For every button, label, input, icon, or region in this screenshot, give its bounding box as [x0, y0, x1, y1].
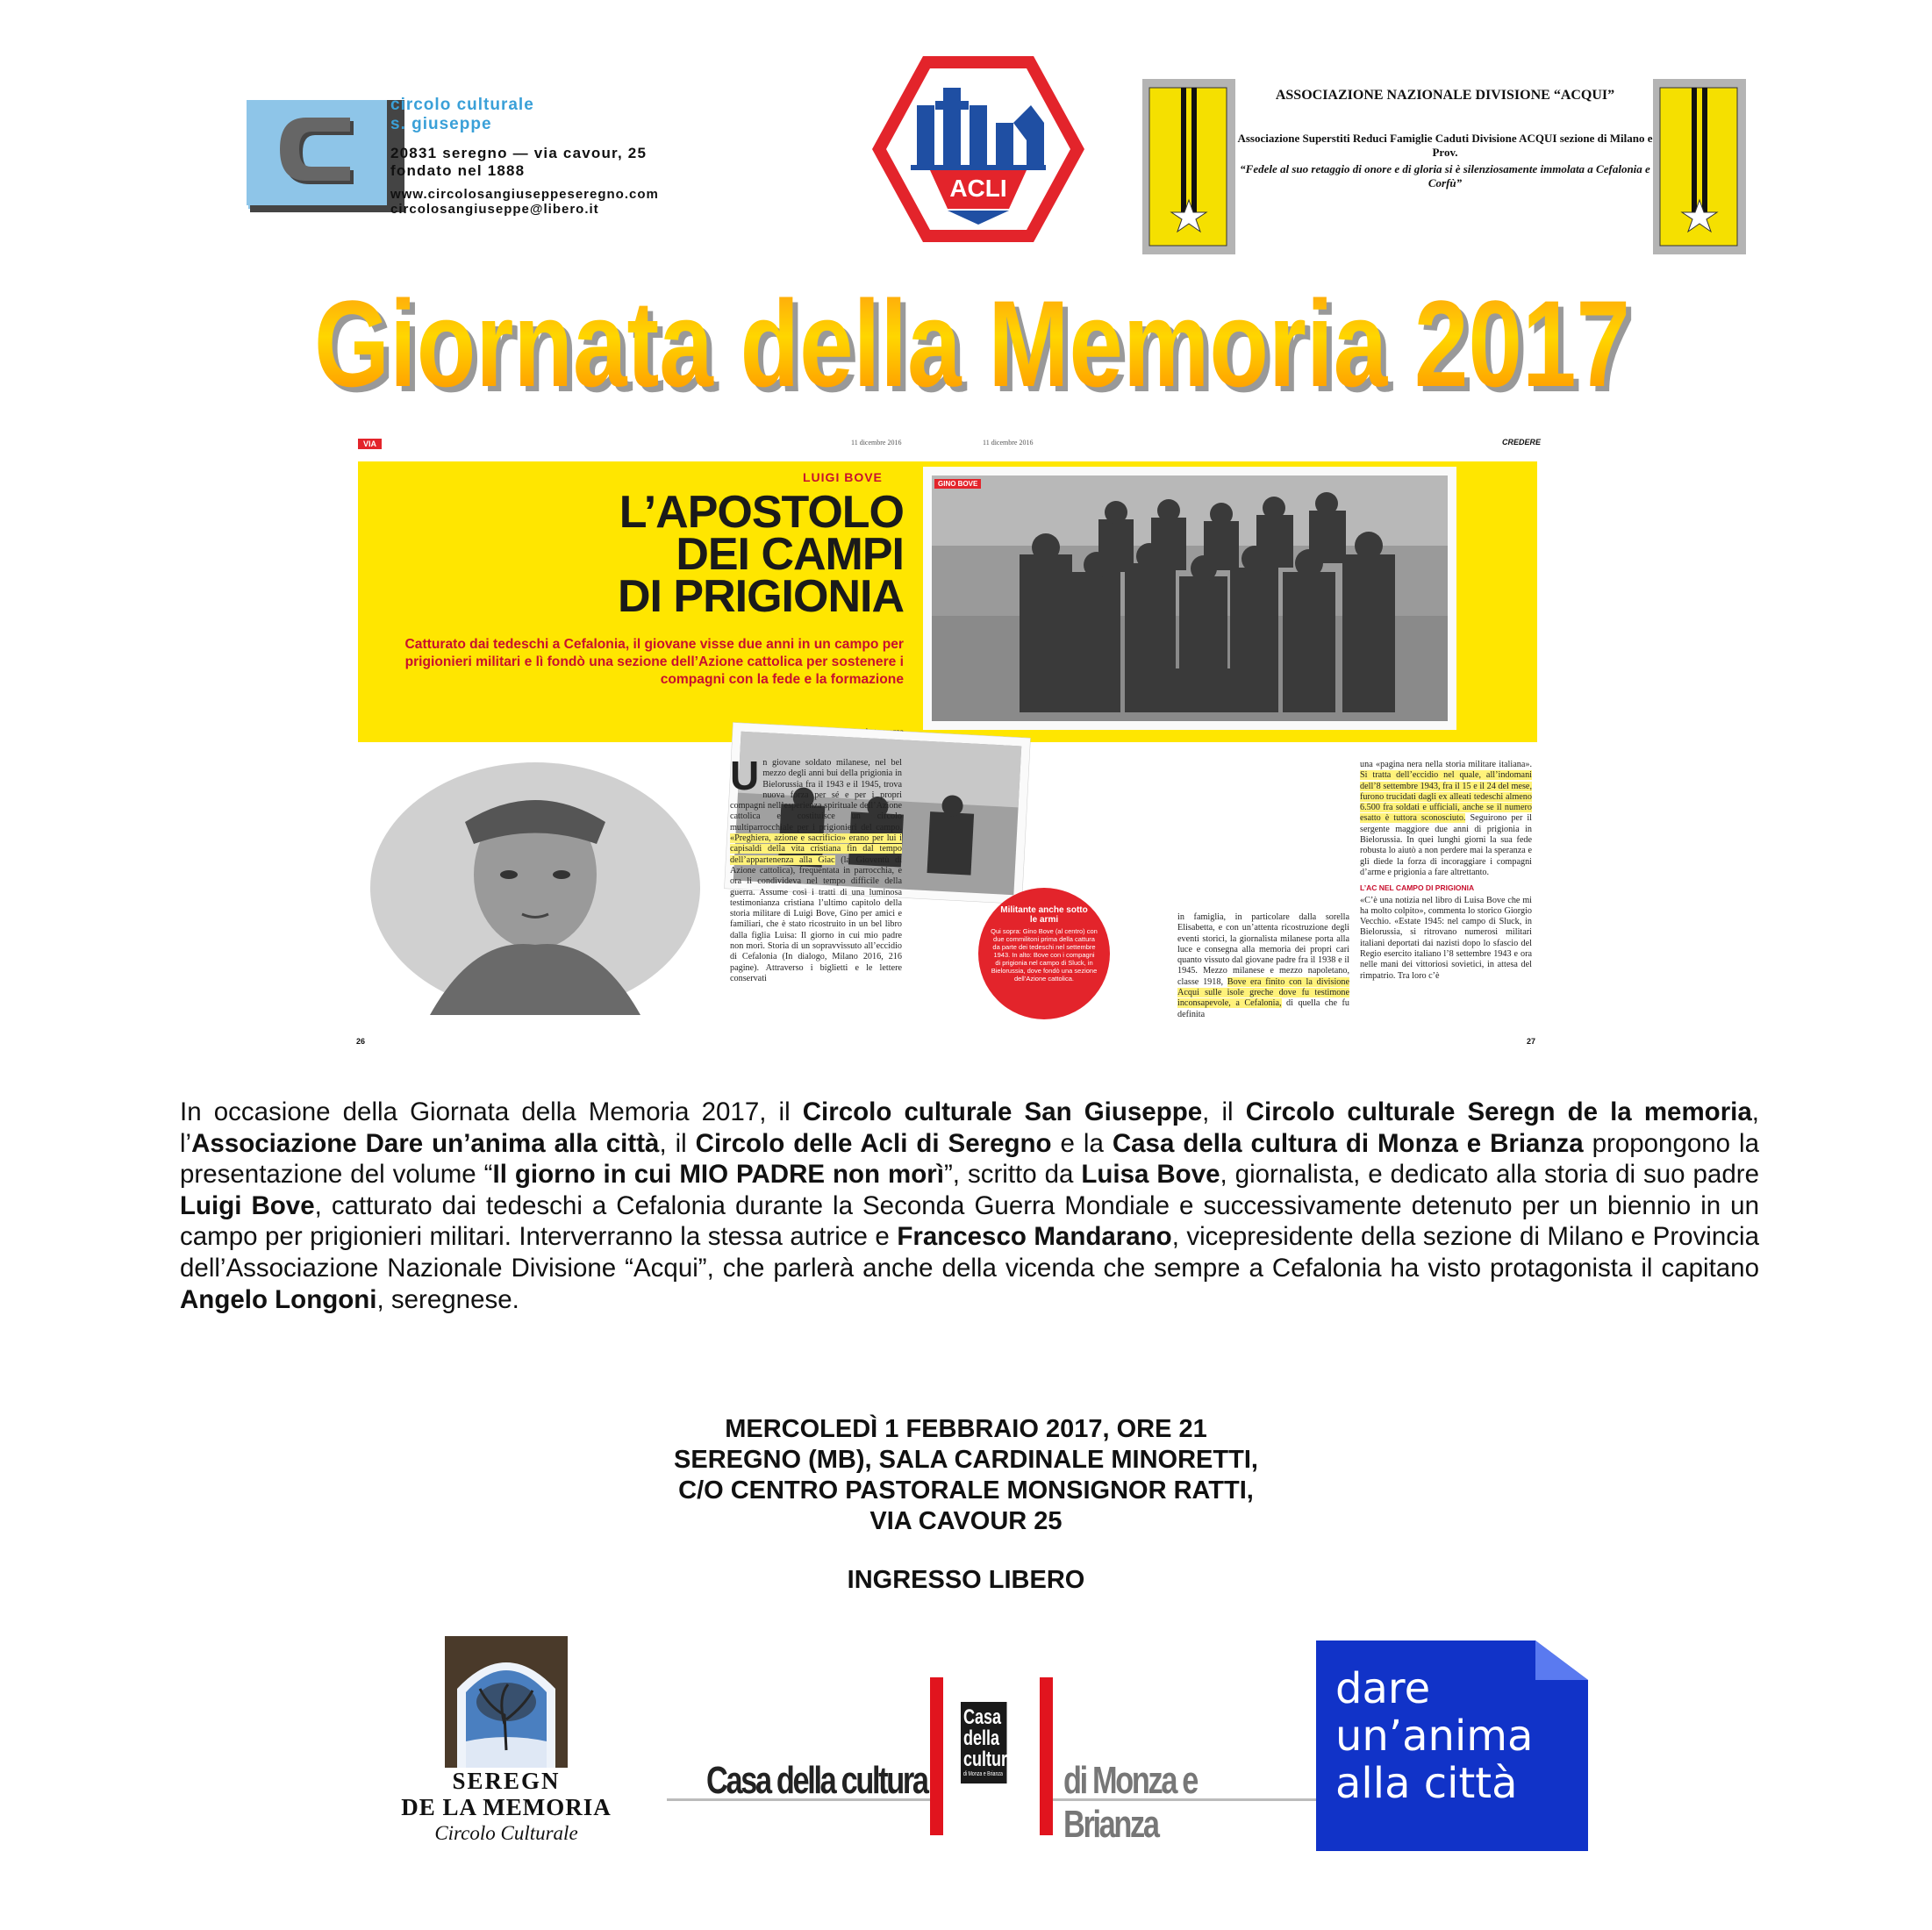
caption-text: Qui sopra: Gino Bove (al centro) con due commilitoni prima della cattura da parte dei tedeschi nel settembre 1943. In alto: Bove con i compagni di prigionia nel campo di Sluck, in Bielorussia, dove fondò una sezione dell’Azione cattolica. [991, 927, 1098, 983]
acqui-title: ASSOCIAZIONE NAZIONALE DIVISIONE “ACQUI” [1275, 88, 1615, 103]
dropcap: U [730, 758, 760, 798]
col2-text-a: in famiglia, in particolare dalla sorella Elisabetta, e con un’attenta ricostruzione degli eventi storici, la giornalista milanese porta alla luce e consegna alla memoria dei propri cari quanto vissuto dal giovane padre fra il 1938 e il 1945. Mezzo milanese e mezzo napoletano, classe 1918, [1177, 912, 1349, 987]
col3-text-a: una «pagina nera nella storia militare italiana». [1360, 760, 1532, 769]
col3-highlight: Si tratta dell’eccidio nel quale, all’indomani dell’8 settembre 1943, fra il 15 e il 24 del mese, furono trucidati dagli ex alleati tedeschi almeno 6.500 fra soldati e ufficiali, anche se il numero esatto è tuttora sconosciuto. [1360, 770, 1532, 824]
circolo-website[interactable]: www.circolosangiuseppeseregno.com [390, 187, 659, 202]
magazine-headline-2: DEI CAMPI [676, 529, 904, 580]
book-title: Il giorno in cui MIO PADRE non morì [492, 1160, 944, 1190]
circolo-name-line1: circolo culturale [390, 96, 534, 114]
acqui-flag-right [1653, 79, 1746, 254]
org-seregn-memoria: Circolo culturale Seregn de la memoria [1245, 1097, 1752, 1126]
group-photo-label: GINO BOVE [934, 479, 981, 489]
col1-text-b: (la Gioventù di Azione cattolica), frequentata in parrocchia, e ora li condivideva nel tempo difficile della guerra. Assume così i tratti di una luminosa testimonianza cristiana l’ultimo capitolo della storia militare di Luigi Bove, Gino per amici e familiari, che è stato ricostruito in un bel libro dalla figlia Luisa: Il giorno in cui mio padre non morì. Storia di un sopravvissuto all’eccidio di Cefalonia (In dialogo, Milano 2016, 216 pagine). Attraverso i biglietti e le lettere conservati [730, 854, 902, 983]
col3-subheading: L’AC NEL CAMPO DI PRIGIONIA [1360, 883, 1475, 893]
magazine-spread [351, 432, 1546, 1054]
main-title [307, 279, 1641, 411]
article-column-2 [1177, 912, 1349, 1018]
circolo-address: 20831 seregno — via cavour, 25 [390, 145, 648, 161]
org-dare-anima: Associazione Dare un’anima alla città [191, 1128, 660, 1158]
dare-anima-logo [1316, 1640, 1588, 1851]
magazine-standfirst: Catturato dai tedeschi a Cefalonia, il giovane visse due anni in un campo per prigionieri militari e lì fondò una sezione dell’Azione cattolica per sostenere i compagni con la fede e la formazione [404, 637, 904, 687]
magazine-right-tag: CREDERE [1502, 438, 1542, 447]
group-photo [923, 467, 1456, 730]
acqui-subtitle: Associazione Superstiti Reduci Famiglie Caduti Divisione ACQUI sezione di Milano e Prov. [1237, 132, 1653, 159]
magazine-left-date: 11 dicembre 2016 [851, 439, 902, 447]
free-entry: INGRESSO LIBERO [847, 1566, 1085, 1594]
seregn-line3: Circolo Culturale [434, 1822, 578, 1844]
article-column-3 [1360, 760, 1532, 1018]
org-circolo-san-giuseppe: Circolo culturale San Giuseppe [802, 1097, 1203, 1126]
casa-right-text: di Monza e Brianza [1063, 1759, 1198, 1846]
captain-name: Angelo Longoni [180, 1284, 377, 1314]
caption-title: Militante anche sotto le armi [1000, 905, 1088, 925]
magazine-headline-3: DI PRIGIONIA [617, 571, 904, 622]
casa-red-bar-left [930, 1677, 943, 1835]
seregn-arch-icon [445, 1636, 568, 1768]
event-venue-detail: C/O CENTRO PASTORALE MONSIGNOR RATTI, [678, 1476, 1254, 1505]
circolo-header [241, 92, 803, 232]
svg-text:Giornata della Memoria 2017: Giornata della Memoria 2017 [319, 280, 1635, 411]
magazine-right-date: 11 dicembre 2016 [983, 439, 1034, 447]
portrait-photo [369, 761, 702, 1015]
casa-box-line3: cultura [963, 1748, 1017, 1771]
magazine-left-tag: VIA [358, 439, 382, 449]
org-acli-seregno: Circolo delle Acli di Seregno [695, 1128, 1052, 1158]
event-description: In occasione della Giornata della Memoria 2017, il Circolo culturale San Giuseppe, il Circolo culturale Seregn de la memoria, l’Associazione Dare un’anima alla città, il Circolo delle Acli di Seregno e la Casa della cultura di Monza e Brianza propongono la presentazione del volume “Il giorno in cui MIO PADRE non morì”, scritto da Luisa Bove, giornalista, e dedicato alla storia di suo padre Luigi Bove, catturato dai tedeschi a Cefalonia durante la Seconda Guerra Mondiale e successivamente detenuto per un biennio in un campo per prigionieri militari. Interverranno la stessa autrice e Francesco Mandarano, vicepresidente della sezione di Milano e Provincia dell’Associazione Nazionale Divisione “Acqui”, che parlerà anche della vicenda che sempre a Cefalonia ha visto protagonista il capitano Angelo Longoni, seregnese. [180, 1097, 1760, 1314]
page-number-left: 26 [356, 1037, 366, 1046]
acli-label: ACLI [949, 175, 1007, 202]
casa-left-text: Casa della cultura [706, 1759, 927, 1802]
dare-line3: alla città [1335, 1759, 1518, 1808]
casa-box-line2: della [963, 1726, 1000, 1750]
casa-center-box [943, 1693, 1040, 1825]
acqui-motto: “Fedele al suo retaggio di onore e di gloria si è silenziosamente immolata a Cefalonia e Corfù” [1240, 162, 1650, 189]
magazine-headline-1: L’APOSTOLO [619, 487, 904, 538]
event-venue: SEREGNO (MB), SALA CARDINALE MINORETTI, [674, 1446, 1258, 1474]
col1-highlight: «Preghiera, azione e sacrificio» erano per lui i capisaldi della vita cristiana fin dal tempo dell’appartenenza alla Giac [730, 833, 902, 865]
col2-highlight: Bove era finito con la divisione Acqui sulle isole greche dove fu testimone inconsapevole, a Cefalonia, [1177, 976, 1349, 1009]
acqui-header [1142, 79, 1746, 254]
col2-text-b: di quella che fu definita [1177, 998, 1349, 1018]
org-casa-cultura: Casa della cultura di Monza e Brianza [1112, 1128, 1584, 1158]
speaker-name: Francesco Mandarano [897, 1222, 1172, 1252]
casa-box-line1: Casa [963, 1705, 1002, 1729]
casa-box-line4: di Monza e Brianza [963, 1771, 1003, 1777]
casa-red-bar-right [1040, 1677, 1053, 1835]
circolo-name-line2: s. giuseppe [390, 115, 492, 133]
article-column-1 [730, 758, 902, 1018]
seregn-line1: SEREGN [452, 1768, 561, 1794]
author-name: Luisa Bove [1081, 1160, 1220, 1190]
event-date: MERCOLEDÌ 1 FEBBRAIO 2017, ORE 21 [725, 1415, 1207, 1443]
seregn-line2: DE LA MEMORIA [401, 1794, 612, 1820]
dare-line1: dare [1335, 1664, 1431, 1713]
casa-cultura-logo [667, 1667, 1316, 1846]
seregn-memoria-logo [353, 1636, 660, 1851]
acli-logo [869, 53, 1088, 246]
col3-text-b: Seguirono per il sergente maggiore due anni di prigionia in Bielorussia. In quei lunghi giorni la sua fede robusta lo aiutò a non perdere mai la speranza e gli diede la forza di incoraggiare i compagni d’arme e prigionia a fare altrettanto. [1360, 813, 1532, 877]
magazine-kicker: LUIGI BOVE [803, 470, 883, 484]
col1-text-a: n giovane soldato milanese, nel bel mezzo degli anni bui della prigionia in Bielorussia fra il 1943 e il 1945, trova nuova forza per sé e per i propri compagni nell’esperienza spirituale dell’Azione cattolica e costituisce un circolo multiparrocchiale per i prigionieri del campo. [730, 758, 902, 833]
main-title-text: Giornata della Memoria 2017 [314, 279, 1630, 411]
page-number-right: 27 [1527, 1037, 1536, 1046]
col3-text-c: «C’è una notizia nel libro di Luisa Bove che mi ha molto colpito», commenta lo storico Giorgio Vecchio. «Estate 1945: nel campo di Sluck, in Bielorussia, si ritrovano numerosi militari italiani deportati dai nazisti dopo lo sfascio del Regio esercito italiano l’8 settembre 1943 e ora nelle mani dei vittoriosi sovietici, in attesa del rimpatrio. Tra loro c’è [1360, 895, 1532, 981]
event-address: VIA CAVOUR 25 [869, 1507, 1063, 1535]
subject-name: Luigi Bove [180, 1190, 315, 1220]
acqui-flag-left [1142, 79, 1235, 254]
circolo-founded: fondato nel 1888 [390, 162, 526, 179]
circolo-email[interactable]: circolosangiuseppe@libero.it [390, 202, 599, 217]
circolo-logo [241, 96, 410, 216]
caption-badge [978, 888, 1110, 1019]
magazine-headline [404, 487, 904, 622]
dare-line2: un’anima [1335, 1712, 1534, 1761]
